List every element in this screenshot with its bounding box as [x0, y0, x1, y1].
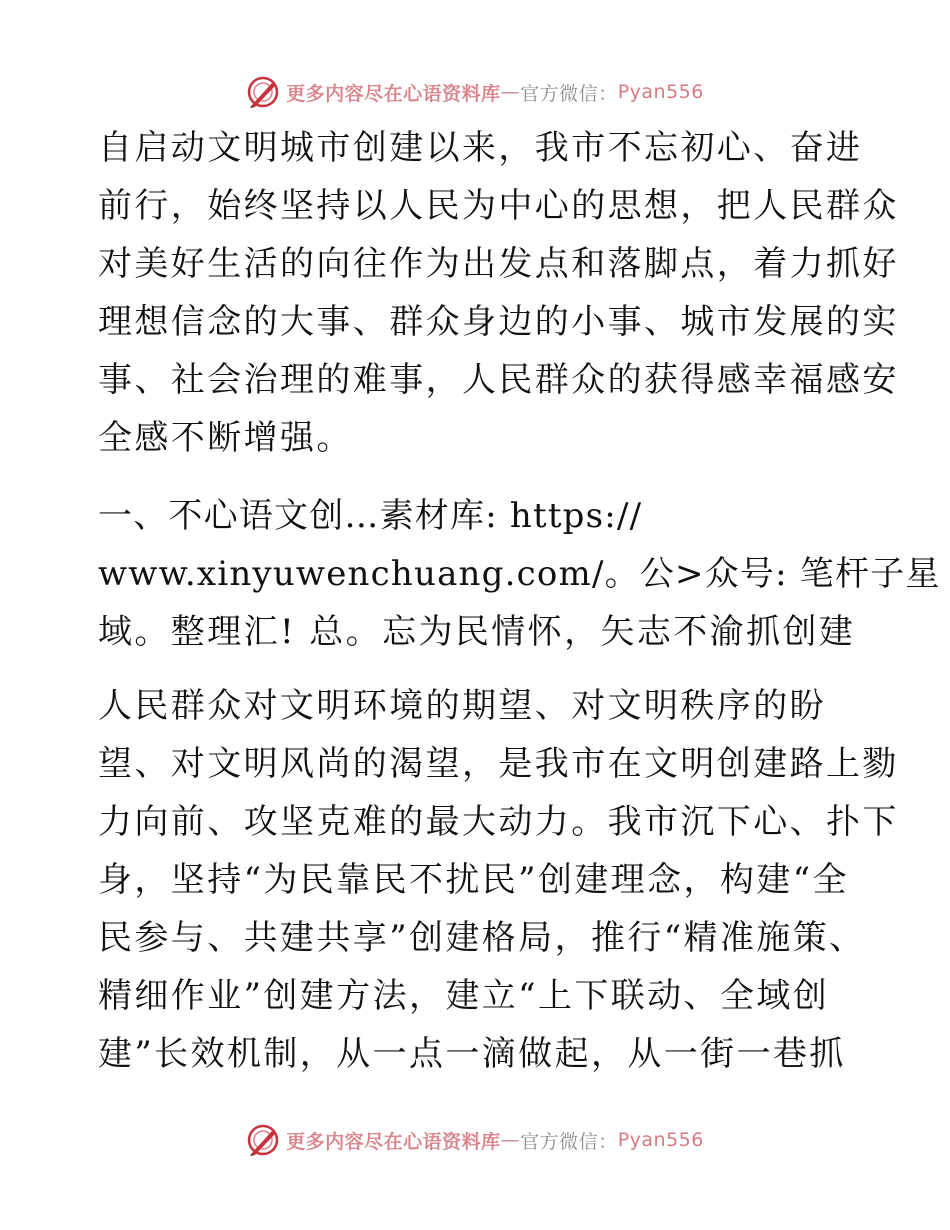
body-line-2: 前行，始终坚持以人民为中心的思想，把人民群众: [98, 186, 899, 226]
body-line-10: 人民群众对文明环境的期望、对文明秩序的盼: [98, 686, 826, 726]
body-line-15: 精细作业”创建方法，建立“上下联动、全域创: [98, 976, 830, 1016]
header-banner-separator: —: [500, 81, 521, 103]
body-line-14: 民参与、共建共享”创建格局，推行“精准施策、: [98, 918, 866, 958]
body-line-11-text: 望、对文明风尚的渴望，是我市在文明创建路上: [98, 744, 863, 784]
body-line-11-tail-char: 勠: [862, 744, 899, 784]
body-line-3: 对美好生活的向往作为出发点和落脚点，着力抓好: [98, 244, 899, 284]
pen-logo-icon: [246, 75, 280, 109]
header-wechat-label: 官方微信：: [520, 82, 618, 105]
footer-wechat-id: Pyan556: [617, 1129, 704, 1151]
section-heading-line-3: 域。整理汇! 总。忘为民情怀，矢志不渝抓创建: [98, 612, 856, 652]
footer-banner-separator: —: [500, 1129, 521, 1151]
body-line-16: 建”长效机制，从一点一滴做起，从一街一巷抓: [98, 1034, 846, 1074]
footer-banner-text: 更多内容尽在心语资料库: [286, 1130, 501, 1153]
body-line-4: 理想信念的大事、群众身边的小事、城市发展的实: [98, 302, 899, 342]
body-line-5: 事、社会治理的难事，人民群众的获得感幸福感安: [98, 360, 899, 400]
footer-wechat-label: 官方微信：: [520, 1130, 618, 1153]
body-line-6: 全感不断增强。: [98, 418, 353, 458]
pen-logo-icon: [246, 1123, 280, 1157]
header-wechat-id: Pyan556: [617, 81, 704, 103]
body-line-11: [98, 735, 899, 793]
header-banner: [0, 72, 950, 112]
footer-banner: [0, 1120, 950, 1160]
body-line-1: 自启动文明城市创建以来，我市不忘初心、奋进: [98, 128, 863, 168]
body-line-12: 力向前、攻坚克难的最大动力。我市沉下心、扑下: [98, 802, 899, 842]
body-line-13: 身，坚持“为民靠民不扰民”创建理念，构建“全: [98, 860, 849, 900]
section-heading-line-2: www.xinyuwenchuang.com/。公>众号: 笔杆子星: [98, 554, 941, 594]
section-heading-line-1: 一、不心语文创…素材库: https://: [98, 496, 643, 536]
header-banner-text: 更多内容尽在心语资料库: [286, 82, 501, 105]
